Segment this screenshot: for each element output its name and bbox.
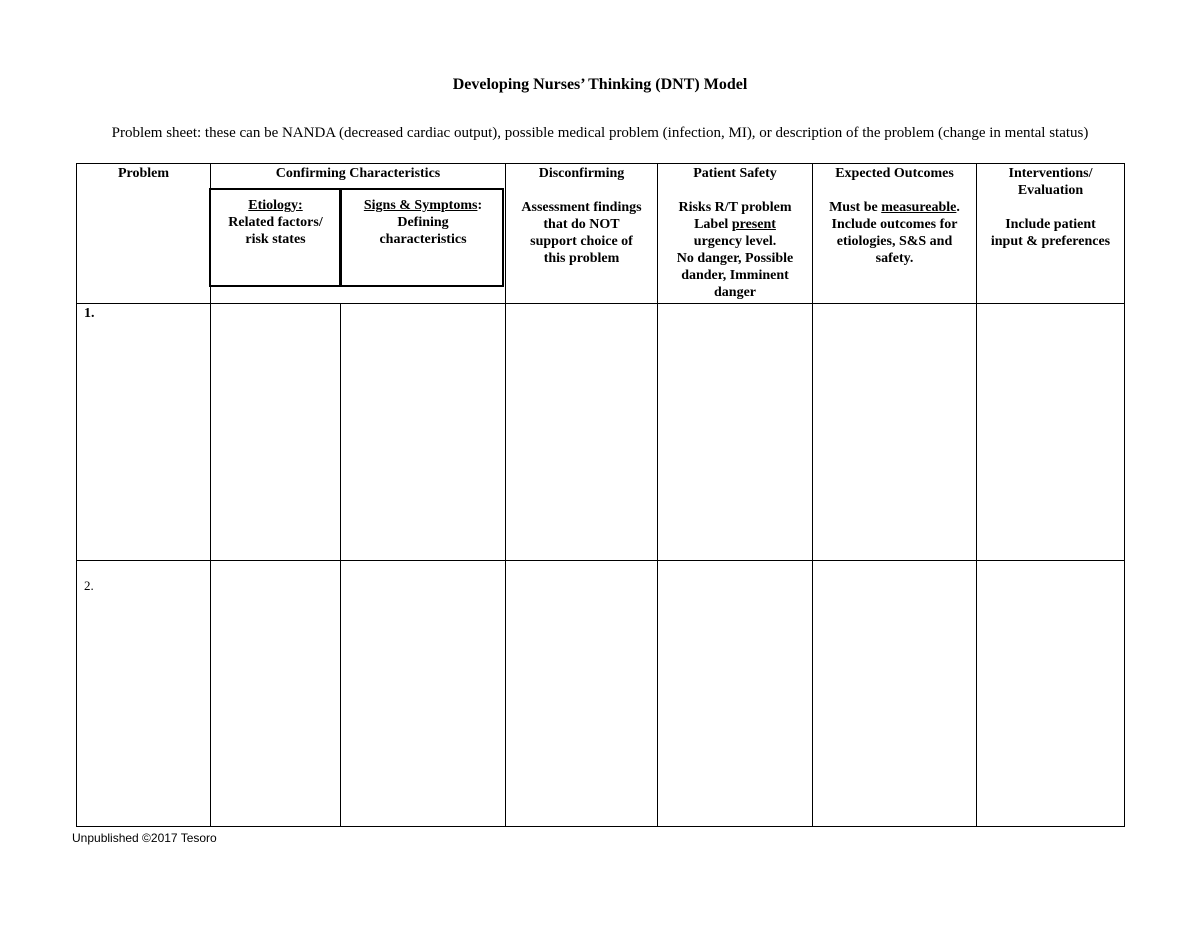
patient-safety-line <box>658 216 812 233</box>
page-title: Developing Nurses’ Thinking (DNT) Model <box>452 76 748 93</box>
header-problem-label: Problem <box>117 166 170 181</box>
signs-line: characteristics <box>379 232 467 247</box>
patient-safety-line: No danger, Possible <box>676 251 794 266</box>
copyright-footer: Unpublished ©2017 Tesoro <box>72 831 217 845</box>
disconfirming-line: this problem <box>543 251 620 266</box>
disconfirming-line: Assessment findings <box>521 200 642 215</box>
header-expected-outcomes <box>813 165 976 267</box>
header-etiology <box>211 197 340 248</box>
signs-title-colon: : <box>477 198 483 213</box>
expected-outcomes-line: etiologies, S&S and <box>836 234 953 249</box>
header-signs-symptoms <box>341 197 505 248</box>
row-divider <box>76 560 1125 561</box>
expected-outcomes-period: . <box>956 200 960 215</box>
signs-title <box>341 197 505 214</box>
interventions-line: Include patient <box>1005 217 1096 232</box>
disconfirming-line: support choice of <box>530 234 633 249</box>
etiology-line: risk states <box>245 232 306 247</box>
signs-line: Defining <box>397 215 449 230</box>
header-confirming-characteristics <box>211 165 505 182</box>
table-bottom-border <box>76 826 1125 827</box>
patient-safety-line: danger <box>714 285 756 300</box>
table-top-border <box>76 163 1125 164</box>
interventions-title: Evaluation <box>1017 183 1084 198</box>
disconfirming-line: that do NOT <box>543 217 620 232</box>
interventions-line: input & preferences <box>990 234 1111 249</box>
header-interventions <box>977 165 1124 250</box>
header-confirming-label: Confirming Characteristics <box>275 166 441 181</box>
expected-outcomes-line <box>813 199 976 216</box>
header-problem <box>77 165 210 182</box>
expected-outcomes-line: safety. <box>875 251 914 266</box>
row-label: 2. <box>84 578 94 593</box>
header-patient-safety <box>658 165 812 301</box>
table-left-border <box>76 163 77 827</box>
patient-safety-line: dander, Imminent <box>681 268 789 283</box>
header-bottom-border <box>76 303 1125 304</box>
patient-safety-present: present <box>731 217 776 232</box>
disconfirming-title: Disconfirming <box>538 166 625 181</box>
expected-outcomes-title: Expected Outcomes <box>835 166 954 181</box>
expected-outcomes-line: Include outcomes for <box>831 217 958 232</box>
signs-title-underlined: Signs & Symptoms <box>363 198 478 213</box>
interventions-title: Interventions/ <box>1008 166 1093 181</box>
problem-sheet-description: Problem sheet: these can be NANDA (decreased cardiac output), possible medical problem (infection, MI), or description of the problem (change in mental status) <box>111 125 1089 141</box>
patient-safety-title: Patient Safety <box>693 166 777 181</box>
column-divider <box>340 303 341 827</box>
row-label: 1. <box>84 306 95 321</box>
patient-safety-line: Risks R/T problem <box>678 200 792 215</box>
etiology-line: Related factors/ <box>228 215 323 230</box>
table-right-border <box>1124 163 1125 827</box>
expected-outcomes-measureable: measureable <box>881 200 957 215</box>
etiology-title: Etiology: <box>248 198 303 213</box>
expected-outcomes-pre: Must be <box>829 200 882 215</box>
header-disconfirming <box>506 165 657 267</box>
patient-safety-line: urgency level. <box>693 234 777 249</box>
patient-safety-label-pre: Label <box>694 217 732 232</box>
column-divider <box>976 163 977 827</box>
